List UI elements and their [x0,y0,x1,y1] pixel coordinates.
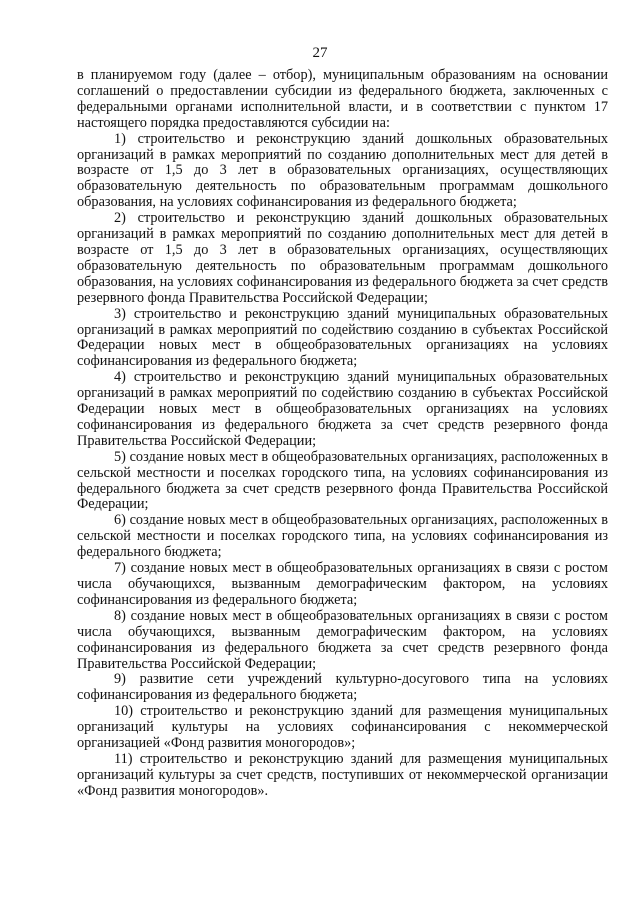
list-item-4: 4) строительство и реконструкцию зданий муниципальных образовательных организаций в рамках мероприятий по содействию созданию в субъектах Российской Федерации новых мест в общеобразовательных организациях на условиях софинансирования из федерального бюджета за счет средств резервного фонда Правительства Российской Федерации; [77,369,608,449]
page-number: 27 [312,45,328,61]
list-item-10: 10) строительство и реконструкцию зданий для размещения муниципальных организаций культуры на условиях софинансирования с некоммерческой организацией «Фонд развития моногородов»; [77,703,608,752]
list-item-8: 8) создание новых мест в общеобразовательных организациях в связи с ростом числа обучающихся, вызванным демографическим фактором, на условиях софинансирования из федерального бюджета за счет средств резервного фонда Правительства Российской Федерации; [77,607,608,672]
list-item-6: 6) создание новых мест в общеобразовательных организациях, расположенных в сельской местности и поселках городского типа, на условиях софинансирования из федерального бюджета; [77,512,608,561]
list-item-1: 1) строительство и реконструкцию зданий дошкольных образовательных организаций в рамках мероприятий по созданию дополнительных мест для детей в возрасте от 1,5 до 3 лет в образовательных организациях, осуществляющих образовательную деятельность по образовательным программам дошкольного образования, на условиях софинансирования из федерального бюджета; [77,130,608,211]
list-item-11: 11) строительство и реконструкцию зданий для размещения муниципальных организаций культуры за счет средств, поступивших от некоммерческой организации «Фонд развития моногородов». [77,750,608,799]
document-body [77,68,608,800]
list-item-9: 9) развитие сети учреждений культурно-досугового типа на условиях софинансирования из федерального бюджета; [77,671,608,704]
paragraph-intro: в планируемом году (далее – отбор), муниципальным образованиям на основании соглашений о предоставлении субсидии из федерального бюджета, заключенных с федеральными органами исполнительной власти, и в соответствии с пунктом 17 настоящего порядка предоставляются субсидии на: [77,67,608,131]
list-item-3: 3) строительство и реконструкцию зданий муниципальных образовательных организаций в рамках мероприятий по содействию созданию в субъектах Российской Федерации новых мест в общеобразовательных организациях на условиях софинансирования из федерального бюджета; [77,305,608,370]
list-item-7: 7) создание новых мест в общеобразовательных организациях в связи с ростом числа обучающихся, вызванным демографическим фактором, на условиях софинансирования из федерального бюджета; [77,560,608,608]
list-item-5: 5) создание новых мест в общеобразовательных организациях, расположенных в сельской местности и поселках городского типа, на условиях софинансирования из федерального бюджета за счет средств резервного фонда Правительства Российской Федерации; [77,448,608,513]
list-item-2: 2) строительство и реконструкцию зданий дошкольных образовательных организаций в рамках мероприятий по созданию дополнительных мест для детей в возрасте от 1,5 до 3 лет в образовательных организациях, осуществляющих образовательную деятельность по образовательным программам дошкольного образования, на условиях софинансирования из федерального бюджета за счет средств резервного фонда Правительства Российской Федерации; [77,210,608,306]
